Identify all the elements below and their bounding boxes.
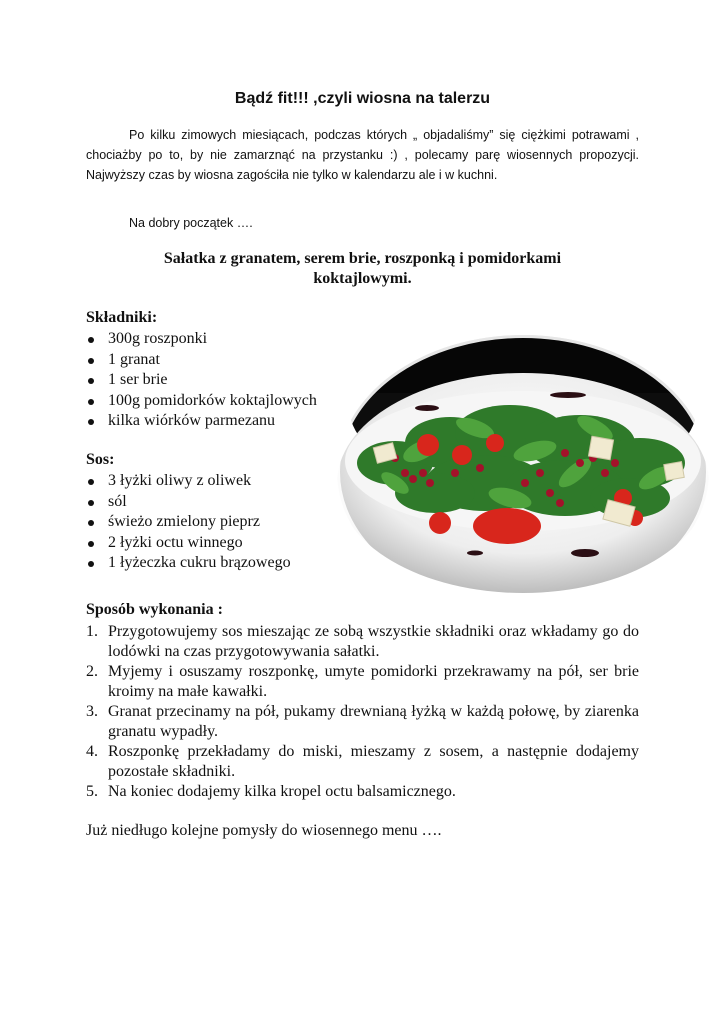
step-number: 4. xyxy=(86,743,98,760)
list-item: 300g roszponki xyxy=(86,329,317,350)
step-number: 5. xyxy=(86,783,98,800)
list-item: 1 łyżeczka cukru brązowego xyxy=(86,553,291,574)
list-item xyxy=(86,782,639,802)
page-title: Bądź fit!!! ,czyli wiosna na talerzu xyxy=(234,90,491,107)
ingredients-list xyxy=(86,329,317,432)
list-item xyxy=(86,702,639,742)
list-item xyxy=(86,662,639,702)
salad-photo xyxy=(335,333,711,611)
list-item: 1 granat xyxy=(86,350,317,371)
step-text: Granat przecinamy na pół, pukamy drewnianą łyżką w każdą połowę, by ziarenka granatu wypadły. xyxy=(108,703,639,740)
method-heading: Sposób wykonania : xyxy=(86,601,223,618)
step-number: 1. xyxy=(86,623,98,640)
recipe-title-line-2: koktajlowymi. xyxy=(313,270,412,287)
recipe-title xyxy=(86,249,639,289)
step-text: Roszponkę przekładamy do miski, mieszamy z sosem, a następnie dodajemy pozostałe składniki. xyxy=(108,743,639,780)
closing-line: Już niedługo kolejne pomysły do wiosennego menu …. xyxy=(86,822,442,839)
step-text: Przygotowujemy sos mieszając ze sobą wszystkie składniki oraz wkładamy go do lodówki na czas przygotowywania sałatki. xyxy=(108,623,639,660)
list-item: 3 łyżki oliwy z oliwek xyxy=(86,471,291,492)
step-text: Myjemy i osuszamy roszponkę, umyte pomidorki przekrawamy na pół, ser brie kroimy na małe kawałki. xyxy=(108,663,639,700)
step-number: 2. xyxy=(86,663,98,680)
intro-paragraph: Po kilku zimowych miesiącach, podczas których „ objadaliśmy” się ciężkimi potrawami , chociażby po to, by nie zamarznąć na przystanku :) , polecamy parę wiosennych propozycji. Najwyższy czas by wiosna zagościła nie tylko w kalendarzu ale i w kuchni. xyxy=(86,128,639,182)
sauce-list xyxy=(86,471,291,574)
list-item: kilka wiórków parmezanu xyxy=(86,411,317,432)
list-item: 2 łyżki octu winnego xyxy=(86,533,291,554)
list-item: świeżo zmielony pieprz xyxy=(86,512,291,533)
recipe-title-line-1: Sałatka z granatem, serem brie, roszponką i pomidorkami xyxy=(163,250,562,267)
list-item: 100g pomidorków koktajlowych xyxy=(86,391,317,412)
sauce-heading: Sos: xyxy=(86,451,115,468)
ingredients-heading: Składniki: xyxy=(86,309,158,326)
list-item: sól xyxy=(86,492,291,513)
step-text: Na koniec dodajemy kilka kropel octu balsamicznego. xyxy=(108,783,456,800)
start-line: Na dobry początek …. xyxy=(129,216,253,230)
list-item: 1 ser brie xyxy=(86,370,317,391)
step-number: 3. xyxy=(86,703,98,720)
method-steps xyxy=(86,622,639,802)
list-item xyxy=(86,622,639,662)
list-item xyxy=(86,742,639,782)
